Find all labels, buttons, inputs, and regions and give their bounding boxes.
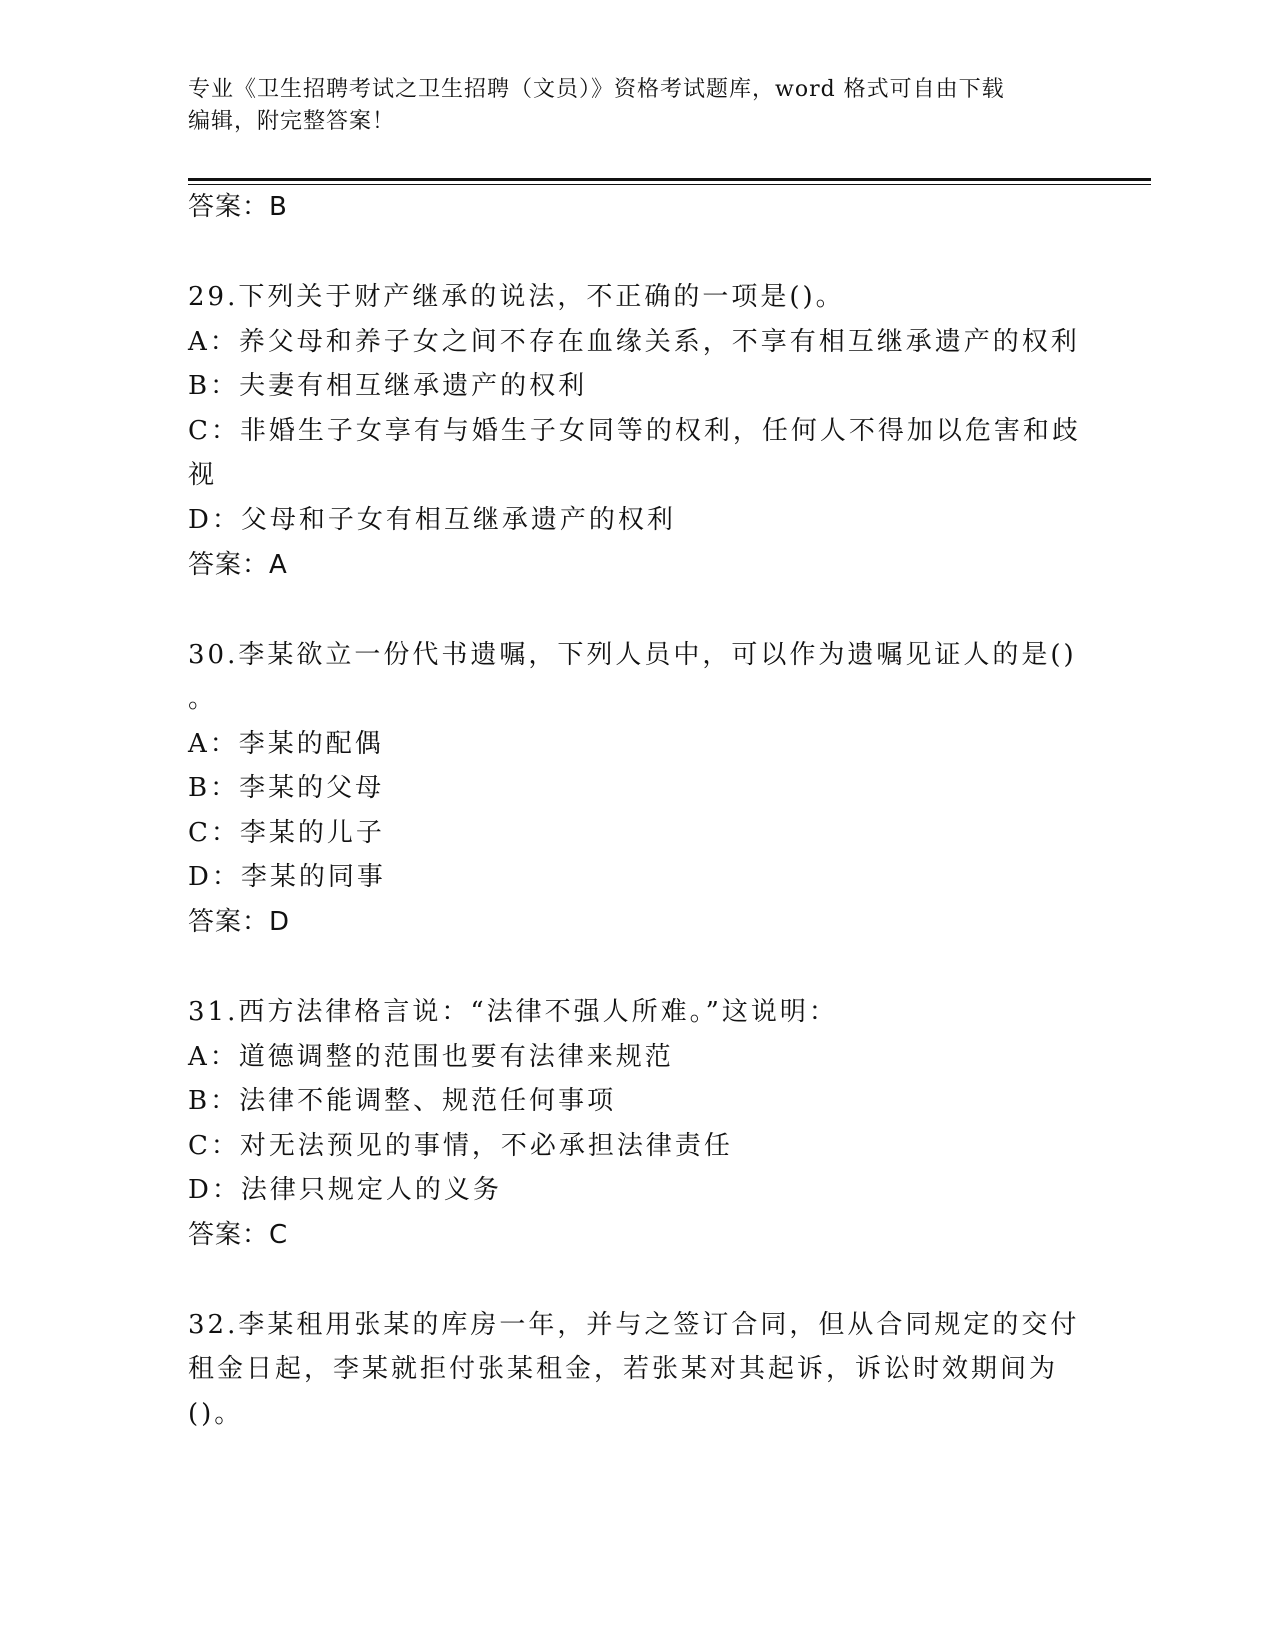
question-32-stem-cont-1: 租金日起，李某就拒付张某租金，若张某对其起诉，诉讼时效期间为 [188,1354,1059,1384]
header-line-1: 专业《卫生招聘考试之卫生招聘（文员）》资格考试题库，word 格式可自由下载 [188,77,1005,102]
question-30-option-d: D：李某的同事 [188,862,386,892]
question-31-option-b: B：法律不能调整、规范任何事项 [188,1086,617,1116]
header-divider-thick [188,178,1151,181]
question-30-stem-cont: 。 [188,684,218,714]
question-29-stem: 29.下列关于财产继承的说法，不正确的一项是()。 [188,282,845,312]
question-29-option-c: C：非婚生子女享有与婚生子女同等的权利，任何人不得加以危害和歧 [188,416,1081,446]
answer-q31: 答案：C [188,1220,289,1250]
question-32-stem: 32.李某租用张某的库房一年，并与之签订合同，但从合同规定的交付 [188,1310,1080,1340]
question-30-option-a: A：李某的配偶 [188,729,384,759]
question-29-option-c-cont: 视 [188,460,218,490]
question-30-stem: 30.李某欲立一份代书遗嘱，下列人员中，可以作为遗嘱见证人的是() [188,640,1077,670]
question-30-option-b: B：李某的父母 [188,773,385,803]
question-31-stem: 31.西方法律格言说：“法律不强人所难。”这说明： [188,997,838,1027]
question-29-option-d: D：父母和子女有相互继承遗产的权利 [188,505,676,535]
answer-q30: 答案：D [188,907,291,937]
question-31-option-a: A：道德调整的范围也要有法律来规范 [188,1042,674,1072]
header-line-2: 编辑，附完整答案！ [188,109,396,134]
question-32-stem-cont-2: ()。 [188,1399,244,1429]
question-31-option-c: C：对无法预见的事情，不必承担法律责任 [188,1131,733,1161]
question-30-option-c: C：李某的儿子 [188,818,385,848]
header-divider-thin [188,184,1151,185]
document-header [188,74,1088,138]
question-29-option-b: B：夫妻有相互继承遗产的权利 [188,371,588,401]
question-29-option-a: A：养父母和养子女之间不存在血缘关系，不享有相互继承遗产的权利 [188,327,1080,357]
answer-q28: 答案：B [188,192,288,222]
answer-q29: 答案：A [188,550,288,580]
question-31-option-d: D：法律只规定人的义务 [188,1175,502,1205]
